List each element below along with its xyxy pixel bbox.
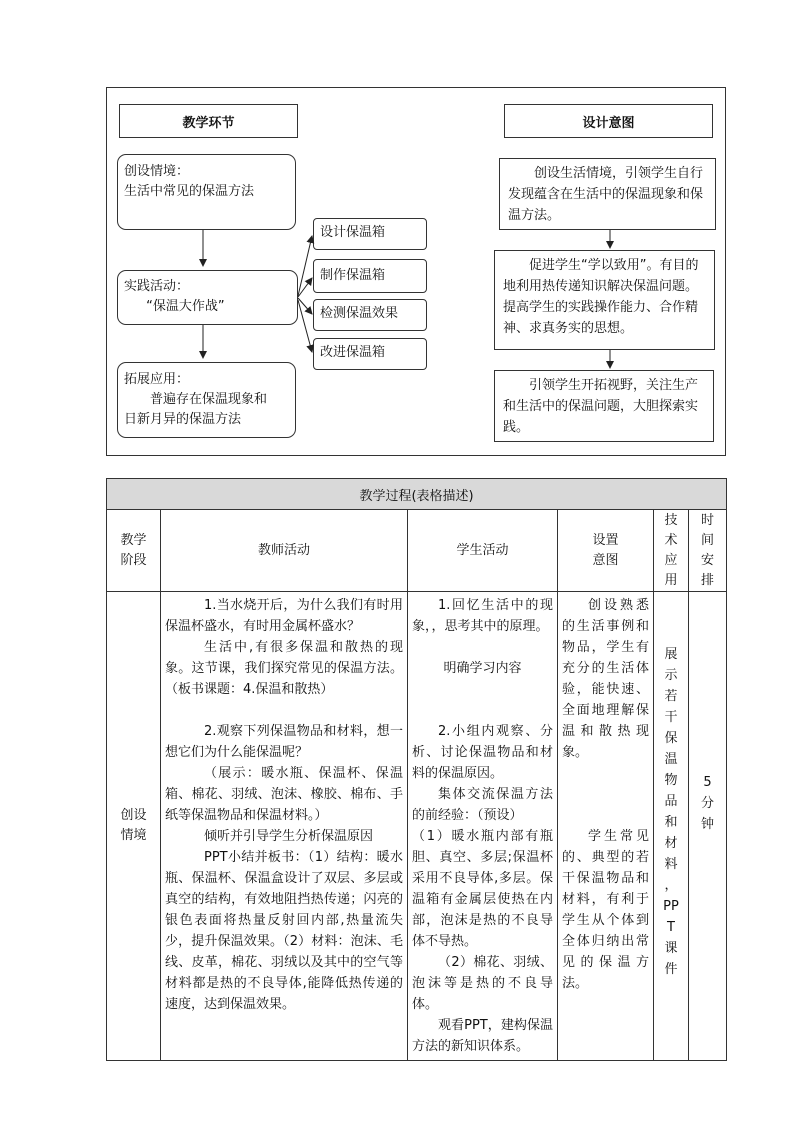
header-teaching-stage-label: 教学环节: [182, 115, 235, 131]
time-char: 5: [703, 775, 712, 790]
tech-char: 材: [664, 836, 678, 851]
time-char: 分: [701, 796, 715, 811]
step-create-situation: [117, 154, 296, 230]
subtask-label: 设计保温箱: [320, 225, 386, 240]
header-student-activity: 学生活动: [408, 510, 558, 592]
tech-char: 温: [664, 752, 678, 767]
header-char: 用: [664, 572, 678, 588]
header-text: 阶段: [120, 552, 147, 568]
teacher-text: 1.当水烧开后，为什么我们有时用保温杯盛水，有时用金属杯盛水？: [165, 598, 403, 634]
teacher-activity-cell: [161, 592, 408, 1061]
tech-char: 和: [664, 815, 678, 830]
header-teacher-activity: 教师活动: [161, 510, 408, 592]
tech-char: 课: [664, 941, 678, 956]
subtask-label: 制作保温箱: [320, 268, 386, 283]
header-tech-use: [654, 510, 689, 592]
header-stage: [107, 510, 161, 592]
subtask-design-box: [313, 218, 427, 250]
intent-box-1: [499, 158, 716, 230]
header-teaching-stage: [119, 104, 298, 138]
student-text: （1）暖水瓶内部有瓶胆、真空、多层;保温杯采用不良导体,多层。保温箱有金属层使热在内部，泡沫是热的不良导体不导热。: [412, 829, 553, 949]
tech-char: 示: [664, 668, 678, 683]
student-activity-cell: [408, 592, 558, 1061]
student-text: （2）棉花、羽绒、泡沫等是热的不良导体。: [412, 955, 553, 1012]
step1-title: 创设情境：: [124, 164, 190, 179]
tech-char: 品: [664, 794, 678, 809]
tech-char: 展: [664, 647, 678, 662]
student-text: 观看PPT，建构保温方法的新知识体系。: [412, 1018, 553, 1054]
intent-text: 学生常见的、典型的若干保温物品和材料，有利于学生从个体到全体归纳出常见的保温方法。: [562, 829, 649, 991]
step1-body: 生活中常见的保温方法: [124, 184, 255, 199]
tech-use-cell: [654, 592, 689, 1061]
table-title: 教学过程(表格描述): [107, 479, 727, 510]
step-extended-application: [117, 362, 296, 438]
header-text: 教学: [120, 532, 147, 548]
stage-cell: [107, 592, 161, 1061]
tech-char: 物: [664, 773, 678, 788]
student-text: 1.回忆生活中的现象，，思考其中的原理。: [412, 598, 553, 634]
step3-line2: 日新月异的保温方法: [124, 412, 242, 427]
teacher-text: PPT小结并板书：（1）结构：暖水瓶、保温杯、保温盒设计了双层、多层或真空的结构，有效地阻挡热传递；闪亮的银色表面将热量反射回内部,热量流失少，提升保温效果。（2）材料：泡沫、毛线、皮革，棉花、羽绒以及其中的空气等材料都是热的不良导体,能降低热传递的速度，达到保温效果。: [165, 850, 403, 1012]
header-text: 设置: [592, 532, 619, 548]
design-intent-cell: [558, 592, 654, 1061]
tech-char: 干: [664, 710, 678, 725]
step2-title: 实践活动：: [124, 279, 190, 294]
tech-char: 保: [664, 731, 678, 746]
tech-char: PP: [663, 899, 679, 914]
stage-text: 情境: [120, 828, 147, 843]
table-row: [107, 592, 727, 1061]
stage-text: 创设: [120, 808, 147, 823]
step3-line1: 普遍存在保温现象和: [150, 392, 268, 407]
intent-box-3: [494, 370, 714, 442]
subtask-improve-box: [313, 338, 427, 370]
teacher-text: （展示：暖水瓶、保温杯、保温箱、棉花、羽绒、泡沫、橡胶、棉布、手纸等保温物品和保温材料。）: [165, 766, 403, 823]
header-char: 间: [701, 532, 715, 548]
intent-text: 促进学生“学以致用”。有目的地利用热传递知识解决保温问题。提高学生的实践操作能力、合作精神、求真务实的思想。: [503, 258, 699, 336]
tech-char: ，: [664, 878, 678, 893]
student-text: 2.小组内观察、分析、讨论保温物品和材料的保温原因。: [412, 724, 553, 781]
teacher-text: 倾听并引导学生分析保温原因: [204, 829, 374, 844]
header-char: 术: [664, 532, 678, 548]
header-design-intent-label: 设计意图: [582, 115, 635, 131]
teaching-process-table: [106, 478, 727, 1061]
student-text: 明确学习内容: [443, 661, 522, 676]
header-char: 时: [701, 512, 715, 528]
intent-text: 创设生活情境，引领学生自行发现蕴含在生活中的保温现象和保温方法。: [508, 166, 704, 223]
subtask-label: 检测保温效果: [320, 306, 399, 321]
tech-char: T: [667, 920, 675, 935]
header-text: 意图: [592, 552, 619, 568]
step3-title: 拓展应用：: [124, 372, 190, 387]
intent-text: 创设熟悉的生活事例和物品，学生有充分的生活体验，能快速、全面地理解保温和散热现象。: [562, 598, 649, 760]
step2-body: “保温大作战”: [146, 299, 225, 314]
time-char: 钟: [701, 817, 715, 832]
subtask-label: 改进保温箱: [320, 345, 386, 360]
time-cell: [689, 592, 727, 1061]
student-text: 集体交流保温方法的前经验：（预设）: [412, 787, 553, 823]
step-practice-activity: [117, 270, 298, 325]
tech-char: 件: [664, 962, 678, 977]
header-time-arrangement: [689, 510, 727, 592]
header-char: 排: [701, 572, 715, 588]
header-char: 安: [701, 552, 715, 568]
intent-box-2: [494, 250, 715, 350]
header-char: 技: [664, 512, 678, 528]
header-design-intent: [504, 104, 713, 138]
header-design-intent: [558, 510, 654, 592]
teacher-text: 2.观察下列保温物品和材料，想一想它们为什么能保温呢？: [165, 724, 403, 760]
intent-text: 引领学生开拓视野，关注生产和生活中的保温问题，大胆探索实践。: [503, 378, 699, 435]
teacher-text: 生活中,有很多保温和散热的现象。这节课，我们探究常见的保温方法。（板书课题：4.保温和散热）: [165, 640, 403, 697]
subtask-test-effect: [313, 299, 427, 331]
tech-char: 料: [664, 857, 678, 872]
header-char: 应: [664, 552, 678, 568]
subtask-make-box: [313, 259, 427, 293]
tech-char: 若: [664, 689, 678, 704]
